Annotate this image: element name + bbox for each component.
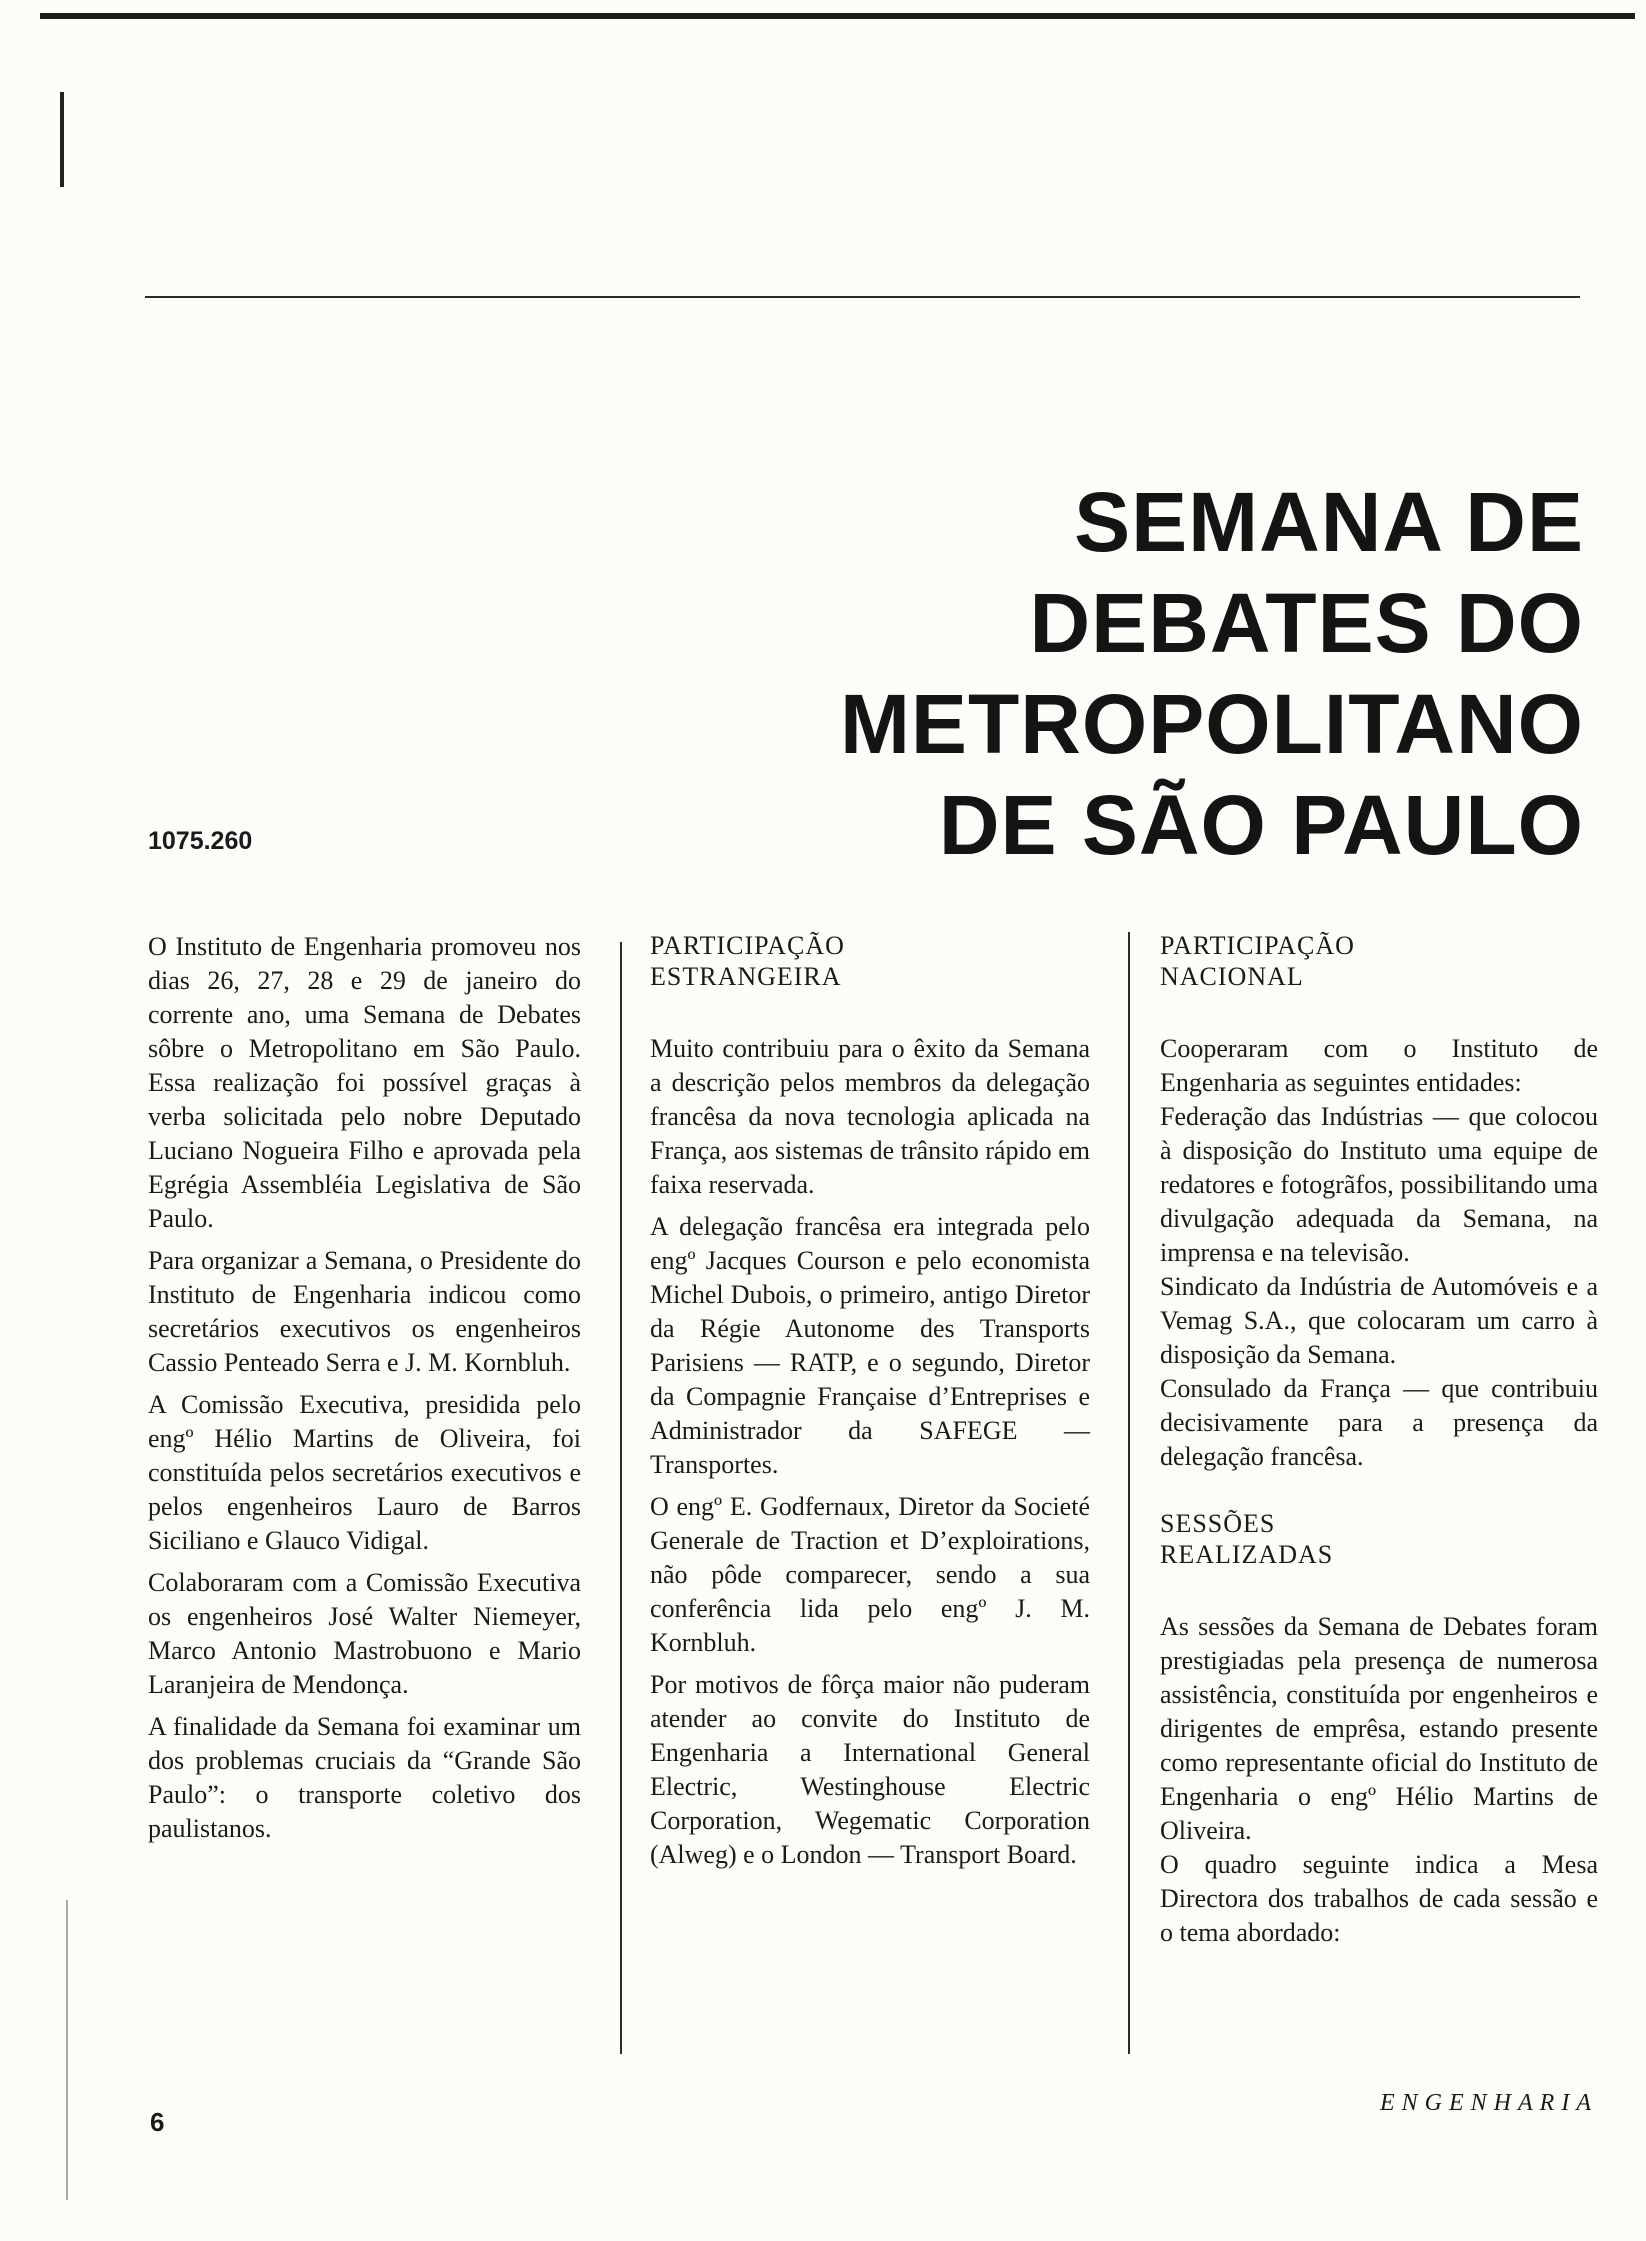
heading-line: PARTICIPAÇÃO (650, 931, 845, 960)
journal-name: ENGENHARIA (1380, 2090, 1598, 2116)
paragraph: A finalidade da Semana foi examinar um dos problemas cruciais da “Grande São Paulo”: o transporte coletivo dos paulistanos. (148, 1712, 581, 1843)
column-divider (1128, 932, 1130, 2054)
paragraph: Consulado da França — que contribuiu decisivamente para a presença da delegação francêsa. (1160, 1374, 1598, 1471)
paragraph: O Instituto de Engenharia promoveu nos dias 26, 27, 28 e 29 de janeiro do corrente ano, uma Semana de Debates sôbre o Metropolitano em São Paulo. Essa realização foi possível graças à verba solicitada pelo nobre Deputado Luciano Nogueira Filho e aprovada pela Egrégia Assembléia Legislativa de São Paulo. (148, 932, 581, 1233)
article-title (584, 472, 1584, 876)
paragraph: Muito contribuiu para o êxito da Semana a descrição pelos membros da delegação francêsa da nova tecnologia aplicada na França, aos sistemas de trânsito rápido em faixa reservada. (650, 1034, 1090, 1199)
section-heading-sessions (1160, 1508, 1598, 1570)
heading-line: REALIZADAS (1160, 1540, 1334, 1569)
column-2 (650, 930, 1090, 1880)
paragraph: O quadro seguinte indica a Mesa Directora dos trabalhos de cada sessão e o tema abordado: (1160, 1850, 1598, 1947)
column-divider (620, 942, 622, 2054)
section-heading-national (1160, 930, 1598, 992)
title-line-1: SEMANA DE (1074, 475, 1584, 569)
paragraph: Cooperaram com o Instituto de Engenharia as seguintes entidades: (1160, 1034, 1598, 1097)
section-heading-foreign (650, 930, 1090, 992)
heading-line: SESSÕES (1160, 1509, 1276, 1538)
top-border-bar (40, 13, 1635, 19)
margin-mark (60, 92, 64, 187)
paragraph: Por motivos de fôrça maior não puderam atender ao convite do Instituto de Engenharia a International General Electric, Westinghouse Electric Corporation, Wegematic Corporation (Alweg) e o London — Transport Board. (650, 1670, 1090, 1869)
margin-scan-line (66, 1900, 68, 2200)
title-line-2: DEBATES DO (1029, 576, 1584, 670)
paragraph: Sindicato da Indústria de Automóveis e a Vemag S.A., que colocaram um carro à disposição da Semana. (1160, 1272, 1598, 1369)
heading-line: NACIONAL (1160, 962, 1304, 991)
paragraph: A delegação francêsa era integrada pelo engº Jacques Courson e pelo economista Michel Dubois, o primeiro, antigo Diretor da Régie Autonome des Transports Parisiens — RATP, e o segundo, Diretor da Compagnie Française d’Entreprises e Administrador da SAFEGE — Transportes. (650, 1212, 1090, 1479)
title-line-4: DE SÃO PAULO (938, 778, 1584, 872)
reference-code: 1075.260 (148, 827, 253, 855)
column-1 (148, 930, 581, 1854)
paragraph: As sessões da Semana de Debates foram prestigiadas pela presença de numerosa assistência, constituída por engenheiros e dirigentes de emprêsa, estando presente como representante oficial do Instituto de Engenharia o engº Hélio Martins de Oliveira. (1160, 1612, 1598, 1845)
header-rule (145, 296, 1580, 298)
paragraph: A Comissão Executiva, presidida pelo engº Hélio Martins de Oliveira, foi constituída pelos secretários executivos e pelos engenheiros Lauro de Barros Siciliano e Glauco Vidigal. (148, 1390, 581, 1555)
heading-line: ESTRANGEIRA (650, 962, 842, 991)
paragraph: Para organizar a Semana, o Presidente do Instituto de Engenharia indicou como secretários executivos os engenheiros Cassio Penteado Serra e J. M. Kornbluh. (148, 1246, 581, 1377)
heading-line: PARTICIPAÇÃO (1160, 931, 1355, 960)
column-3 (1160, 930, 1598, 1958)
paragraph: Colaboraram com a Comissão Executiva os engenheiros José Walter Niemeyer, Marco Antonio Mastrobuono e Mario Laranjeira de Mendonça. (148, 1568, 581, 1699)
paragraph: O engº E. Godfernaux, Diretor da Societé Generale de Traction et D’exploirations, não pôde comparecer, sendo a sua conferência lida pelo engº J. M. Kornbluh. (650, 1492, 1090, 1657)
paragraph: Federação das Indústrias — que colocou à disposição do Instituto uma equipe de redatores e fotogrãfos, possibilitando uma divulgação adequada da Semana, na imprensa e na televisão. (1160, 1102, 1598, 1267)
page-number: 6 (150, 2107, 165, 2137)
title-line-3: METROPOLITANO (839, 677, 1584, 771)
